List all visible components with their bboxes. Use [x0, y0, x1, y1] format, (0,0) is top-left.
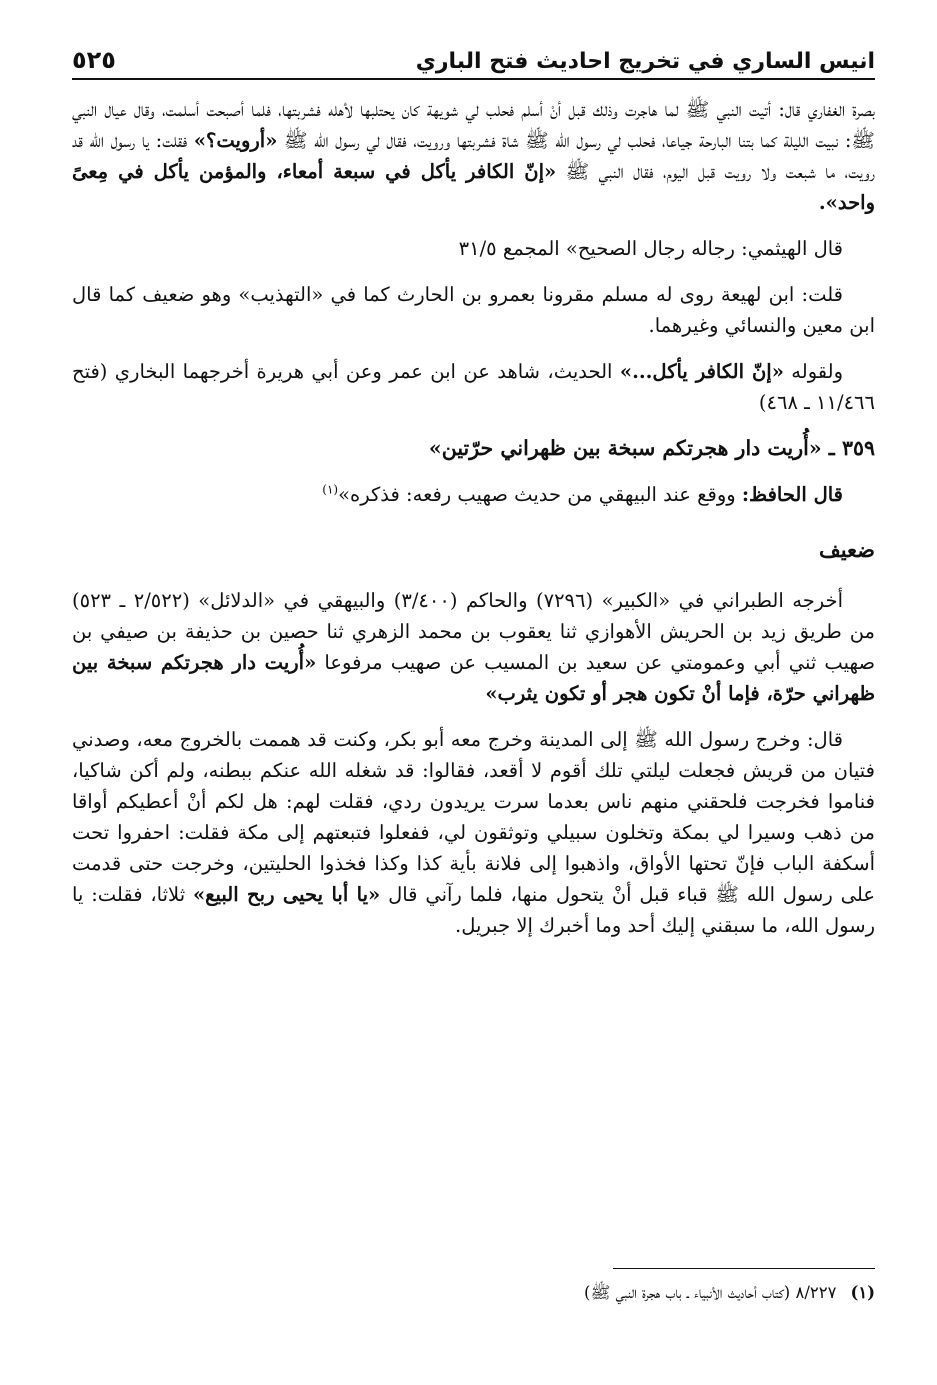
line: بصرة الغفاري قال: أتيت النبي ﷺ لما هاجرت وذلك قبل أنْ أسلم فحلب لي شويهة كان — [401, 98, 876, 121]
line: فقلت: يا رسول الله قد رويت، ما شبعت ولا رويت قبل اليوم، فقال النبي ﷺ — [72, 129, 875, 183]
line: فقلت: يا رسول الله، ما سبقني إليك أحد وما أخبرك إلا جبريل. — [72, 883, 875, 937]
page-body — [72, 94, 875, 956]
line: أخرجه الطبراني في «الكبير» (٧٢٩٦) والحاكم (٣/٤٠٠) والبيهقي في «الدلائل» — [198, 589, 843, 612]
line: قلت: ابن لهيعة روى له مسلم مقرونا بعمرو بن الحارث كما في «التهذيب» وهو — [201, 283, 844, 306]
footnote-ref: (١) — [322, 482, 339, 497]
paragraph-shahid — [72, 356, 875, 418]
line: يحتلبها لأهله فشربتها، فلما أصبحت أسلمت، وقال عيال النبي ﷺ: نبيت الليلة كما بتنا — [72, 98, 875, 152]
paragraph-story — [72, 724, 875, 941]
page-header — [72, 38, 875, 80]
hafiz-text: ووقع عند البيهقي من حديث صهيب رفعه: فذكره» — [338, 483, 742, 506]
paragraph-takhrij — [72, 585, 875, 709]
line: حصين بن حذيفة بن صيفي بن صهيب ثني أبي وعمومتي عن سعيد بن المسيب عن صهيب — [72, 620, 876, 674]
paragraph-hadith-text — [72, 94, 875, 218]
line: شغله الله عنكم ببطنه، ولم أكن شاكيا، فناموا فخرجت فلحقني منهم ناس بعدما سرت — [72, 759, 875, 813]
footnote-divider — [613, 1268, 875, 1269]
footnote — [72, 1280, 875, 1306]
text: ثلاثا، — [150, 883, 193, 906]
bold-quote: «إنّ الكافر يأكل...» — [619, 360, 784, 383]
bold-quote: «يا أبا يحيى ربح البيع» — [192, 883, 381, 906]
grade-label: ضعيف — [818, 537, 875, 562]
hadith-heading: ٣٥٩ ـ «أُريت دار هجرتكم سبخة بين ظهراني حرّتين» — [428, 436, 875, 460]
line: قال: وخرج رسول الله ﷺ إلى المدينة وخرج معه أبو بكر، وكنت قد هممت — [248, 728, 843, 751]
text: ولقوله — [783, 360, 843, 383]
paragraph-haythami: قال الهيثمي: رجاله رجال الصحيح» المجمع ٣١/٥ — [458, 237, 843, 260]
footnote-text: ٨/٢٢٧ (كتاب أحاديث الأنبياء ـ باب هجرة النبي ﷺ) — [584, 1283, 837, 1302]
bold-quote: «أُريت دار هجرتكم سبخة بين ظهراني حرّة، فإما أنْ تكون هجر أو تكون يثرب» — [72, 651, 875, 705]
paragraph-hafiz — [72, 479, 875, 510]
bold-quote: «إنّ الكافر يأكل في سبعة أمعاء، والمؤمن يأكل في مِعىً واحد». — [72, 160, 875, 214]
hafiz-label: قال الحافظ: — [741, 483, 843, 506]
text: مرفوعا — [316, 651, 383, 674]
text: رسول الله ﷺ قباء قبل أنْ يتحول منها، فلما رآني قال — [380, 883, 833, 906]
line: البارحة جياعا، فحلب لي رسول الله ﷺ شاة فشربتها ورويت، فقال لي رسول الله ﷺ — [283, 129, 732, 152]
line: (٢/٥٢٢ ـ ٥٢٣) من طريق زيد بن الحريش الأهوازي ثنا يعقوب بن محمد الزهري ثنا — [72, 589, 875, 643]
line: بالخروج معه، وصدني فتيان من قريش فجعلت ليلتي تلك أقوم لا أقعد، فقالوا: قد — [72, 728, 876, 782]
running-title: انيس الساري في تخريج احاديث فتح الباري — [415, 49, 875, 74]
line: سبيلي وتوثقون لي، ففعلوا فتبعتهم إلى مكة فقلت: احفروا تحت أسكفة الباب فإنّ تحتها — [72, 821, 875, 875]
line: يريدون ردي، فقلت لهم: هل لكم أنْ أعطيكم أواقا من ذهب وسيرا لي بمكة وتخلون — [72, 790, 875, 844]
line: ضعيف كما قال ابن معين والنسائي وغيرهما. — [72, 283, 875, 337]
footnote-marker: (١) — [850, 1283, 875, 1302]
bold-quote: «أرويت؟» — [193, 129, 278, 152]
page-number: ٥٢٥ — [72, 46, 116, 74]
line: الأواق، واذهبوا إلى فلانة بأية كذا وكذا فخذوا الحليتين، وخرجت حتى قدمت على — [72, 852, 875, 906]
text: الحديث، شاهد عن ابن عمر وعن أبي هريرة أخرجهما — [182, 360, 620, 383]
paragraph-ibn-lahia — [72, 279, 875, 341]
line: البخاري (فتح ١١/٤٦٦ ـ ٤٦٨) — [72, 360, 875, 414]
